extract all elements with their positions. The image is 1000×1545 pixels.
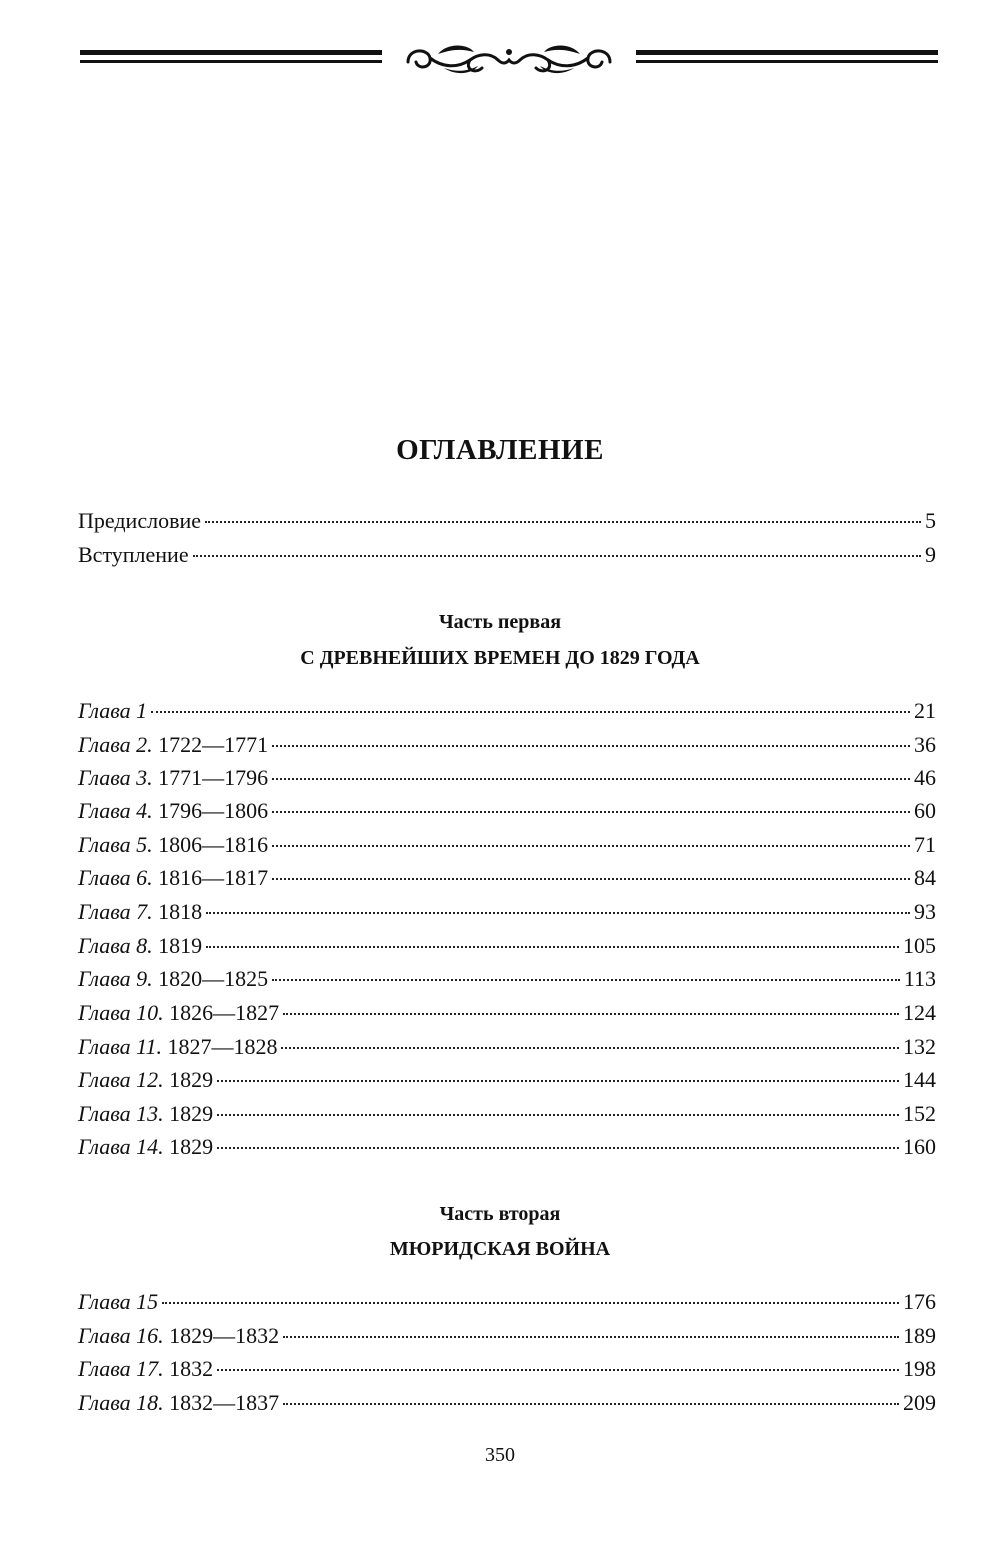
chapter-label: Глава 10.: [78, 1000, 164, 1025]
toc-page-number: 113: [903, 966, 936, 991]
dot-leader: [206, 912, 910, 914]
toc-label: Вступление: [78, 542, 189, 567]
chapter-years: 1829: [169, 1101, 214, 1126]
toc-page-number: 124: [903, 1000, 936, 1025]
dot-leader: [217, 1369, 899, 1371]
chapter-years: 1796—1806: [158, 798, 269, 823]
toc-chapter-entry[interactable]: [78, 1387, 936, 1419]
chapter-label: Глава 15: [78, 1289, 159, 1314]
toc-chapter-entry[interactable]: [78, 829, 936, 861]
toc-page-number: 71: [914, 832, 936, 857]
toc-page-number: 93: [914, 899, 936, 924]
toc-chapter-entry[interactable]: [78, 1031, 936, 1063]
toc-chapter-entry[interactable]: [78, 695, 936, 727]
chapter-label: Глава 14.: [78, 1134, 164, 1159]
dot-leader: [272, 811, 910, 813]
chapter-years: 1827—1828: [167, 1034, 278, 1059]
chapter-years: 1832: [169, 1356, 214, 1381]
toc-chapter-entry[interactable]: [78, 896, 936, 928]
dot-leader: [217, 1080, 899, 1082]
toc-page-number: 84: [914, 865, 936, 890]
dot-leader: [151, 711, 910, 713]
toc-page-number: 36: [914, 732, 936, 757]
toc-chapter-entry[interactable]: [78, 862, 936, 894]
toc-chapter-entry[interactable]: [78, 1098, 936, 1130]
toc-chapter-entry[interactable]: [78, 729, 936, 761]
toc-chapter-entry[interactable]: [78, 762, 936, 794]
chapter-label: Глава 2.: [78, 732, 153, 757]
chapter-label: Глава 7.: [78, 899, 153, 924]
dot-leader: [217, 1114, 899, 1116]
toc-page-number: 209: [903, 1390, 936, 1415]
chapter-label: Глава 3.: [78, 765, 153, 790]
part-heading: Часть вторая: [439, 1203, 561, 1225]
flourish-icon: [398, 38, 620, 82]
chapter-years: 1829—1832: [169, 1323, 280, 1348]
toc-page-number: 198: [903, 1356, 936, 1381]
dot-leader: [272, 979, 900, 981]
chapter-years: 1832—1837: [169, 1390, 280, 1415]
toc-page-number: 46: [914, 765, 936, 790]
chapter-years: 1771—1796: [158, 765, 269, 790]
chapter-label: Глава 8.: [78, 933, 153, 958]
dot-leader: [162, 1302, 899, 1304]
chapter-years: 1816—1817: [158, 865, 269, 890]
chapter-label: Глава 18.: [78, 1390, 164, 1415]
dot-leader: [272, 878, 910, 880]
chapter-label: Глава 9.: [78, 966, 153, 991]
toc-chapter-entry[interactable]: [78, 1320, 936, 1352]
chapter-label: Глава 17.: [78, 1356, 164, 1381]
page-title: ОГЛАВЛЕНИЕ: [396, 434, 604, 466]
ornament-rule-left: [80, 50, 382, 66]
toc-chapter-entry[interactable]: [78, 1286, 936, 1318]
toc-page-number: 9: [925, 542, 936, 567]
toc-page-number: 144: [903, 1067, 936, 1092]
page-number: 350: [485, 1444, 515, 1466]
part-heading: Часть первая: [438, 611, 562, 633]
chapter-label: Глава 6.: [78, 865, 153, 890]
dot-leader: [281, 1047, 899, 1049]
chapter-years: 1826—1827: [169, 1000, 280, 1025]
chapter-years: 1819: [158, 933, 203, 958]
toc-page-number: 160: [903, 1134, 936, 1159]
chapter-label: Глава 12.: [78, 1067, 164, 1092]
toc-chapter-entry[interactable]: [78, 1131, 936, 1163]
dot-leader: [217, 1147, 899, 1149]
toc-page-number: 176: [903, 1289, 936, 1314]
chapter-label: Глава 5.: [78, 832, 153, 857]
dot-leader: [272, 745, 910, 747]
part-subtitle: МЮРИДСКАЯ ВОЙНА: [389, 1238, 611, 1260]
chapter-years: 1829: [169, 1067, 214, 1092]
dot-leader: [283, 1013, 899, 1015]
chapter-label: Глава 16.: [78, 1323, 164, 1348]
dot-leader: [272, 778, 910, 780]
part-subtitle: С ДРЕВНЕЙШИХ ВРЕМЕН ДО 1829 ГОДА: [300, 647, 700, 669]
chapter-years: 1806—1816: [158, 832, 269, 857]
toc-page-number: 21: [914, 698, 936, 723]
toc-entry-introduction[interactable]: [78, 539, 936, 571]
dot-leader: [283, 1403, 899, 1405]
chapter-label: Глава 13.: [78, 1101, 164, 1126]
ornament-rule-right: [636, 50, 938, 66]
dot-leader: [206, 946, 899, 948]
toc-page-number: 5: [925, 508, 936, 533]
toc-page-number: 105: [903, 933, 936, 958]
dot-leader: [193, 555, 921, 557]
toc-chapter-entry[interactable]: [78, 930, 936, 962]
toc-chapter-entry[interactable]: [78, 997, 936, 1029]
toc-page-number: 189: [903, 1323, 936, 1348]
chapter-years: 1722—1771: [158, 732, 269, 757]
toc-chapter-entry[interactable]: [78, 1353, 936, 1385]
dot-leader: [205, 521, 921, 523]
toc-chapter-entry[interactable]: [78, 1064, 936, 1096]
chapter-years: 1820—1825: [158, 966, 269, 991]
chapter-label: Глава 1: [78, 698, 148, 723]
chapter-years: 1818: [158, 899, 203, 924]
toc-entry-preface[interactable]: [78, 505, 936, 537]
dot-leader: [283, 1336, 899, 1338]
toc-chapter-entry[interactable]: [78, 963, 936, 995]
header-ornament: [80, 38, 938, 82]
toc-page-number: 152: [903, 1101, 936, 1126]
toc-label: Предисловие: [78, 508, 201, 533]
toc-page-number: 132: [903, 1034, 936, 1059]
toc-page-number: 60: [914, 798, 936, 823]
dot-leader: [272, 845, 910, 847]
toc-chapter-entry[interactable]: [78, 795, 936, 827]
chapter-label: Глава 4.: [78, 798, 153, 823]
chapter-years: 1829: [169, 1134, 214, 1159]
chapter-label: Глава 11.: [78, 1034, 162, 1059]
